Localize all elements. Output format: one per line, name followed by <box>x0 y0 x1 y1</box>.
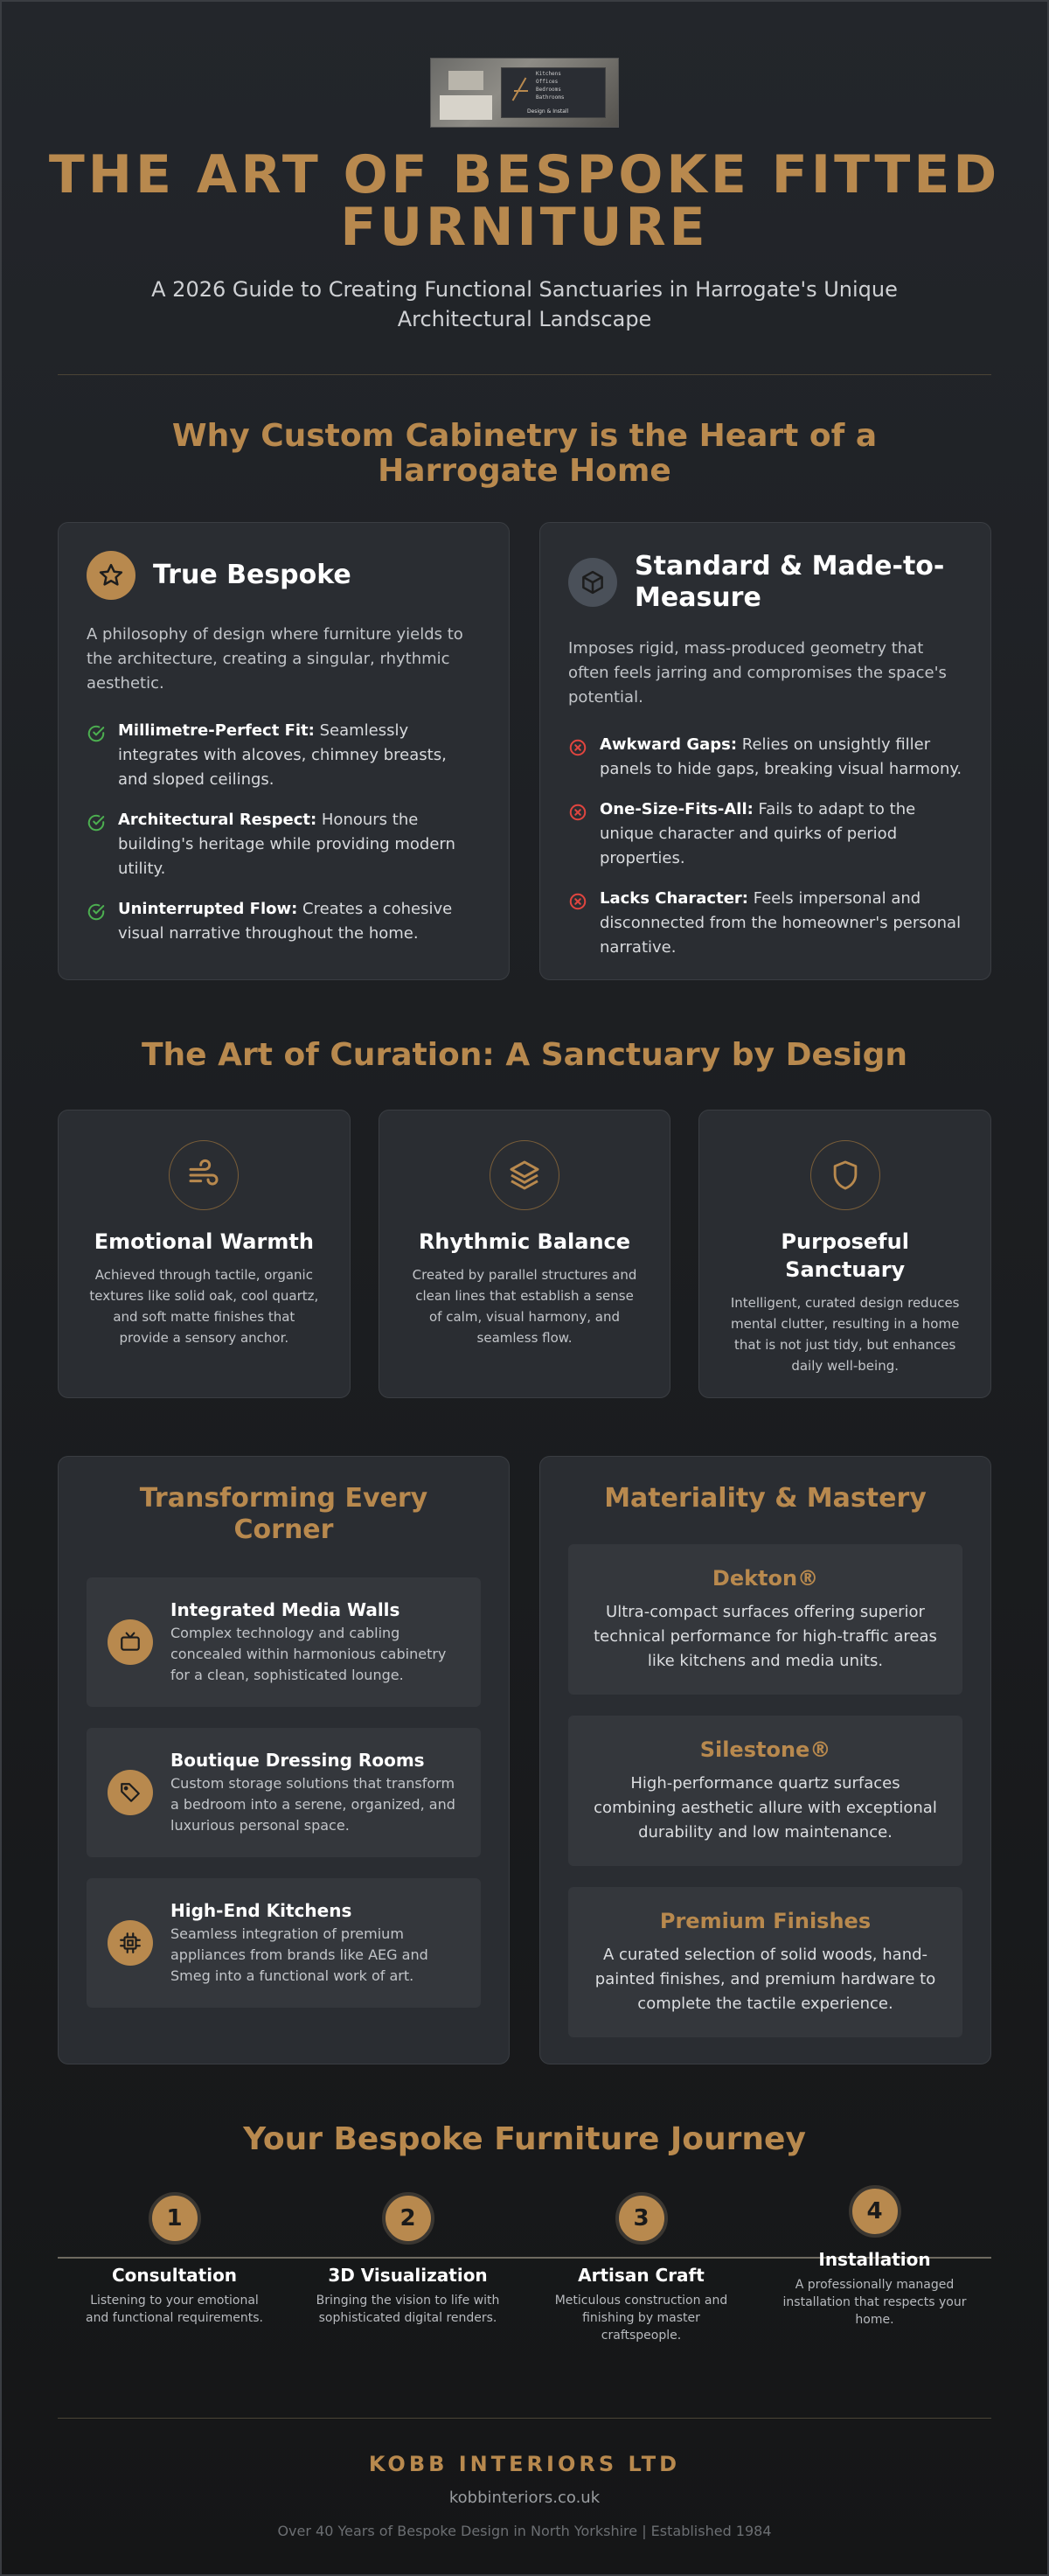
point-text: Honours the building's heritage while providing modern utility. <box>118 811 455 878</box>
journey-step <box>291 2192 524 2344</box>
item-title: Boutique Dressing Rooms <box>170 1750 425 1771</box>
layers-icon <box>490 1140 559 1210</box>
list-item <box>87 1878 481 2008</box>
card-title: True Bespoke <box>153 560 351 590</box>
website-link[interactable]: kobbinteriors.co.uk <box>448 2489 601 2507</box>
step-title: Consultation <box>111 2265 238 2286</box>
step-number: 3 <box>615 2192 668 2245</box>
item-title: High-End Kitchens <box>170 1900 352 1921</box>
point-text: Relies on unsightly filler panels to hide gaps, breaking visual harmony. <box>600 735 962 778</box>
point-label: Lacks Character: <box>600 889 748 908</box>
check-circle-icon <box>87 902 106 946</box>
material-item <box>568 1887 962 2037</box>
logo-line: Bedrooms <box>536 87 561 93</box>
point-text: Seamlessly integrates with alcoves, chimney breasts, and sloped ceilings. <box>118 721 447 789</box>
material-description: Ultra-compact surfaces offering superior technical performance for high-traffic areas like kitchens and media units. <box>594 1603 937 1670</box>
tag-icon <box>108 1770 153 1815</box>
x-circle-icon <box>568 803 587 871</box>
point-label: Uninterrupted Flow: <box>118 900 298 918</box>
comparison-section <box>2 522 1047 980</box>
step-description: Meticulous construction and finishing by master craftspeople. <box>554 2294 728 2343</box>
list-item <box>87 1728 481 1857</box>
chip-icon <box>108 1920 153 1966</box>
list-item <box>568 797 962 871</box>
section-divider <box>58 374 991 375</box>
hero-section <box>2 2 1047 334</box>
curation-section-title: The Art of Curation: A Sanctuary by Design <box>141 1037 908 1073</box>
point-label: Awkward Gaps: <box>600 735 738 754</box>
why-section-title: Why Custom Cabinetry is the Heart of a Harrogate Home <box>171 418 878 489</box>
pillar-card <box>698 1110 991 1398</box>
established-note: Over 40 Years of Bespoke Design in North Yorkshire | Established 1984 <box>277 2523 772 2539</box>
material-title: Premium Finishes <box>659 1909 872 1933</box>
pillar-description: Intelligent, curated design reduces mental clutter, resulting in a home that is not just tidy, but enhances daily well-being. <box>730 1295 960 1374</box>
list-item <box>87 1577 481 1707</box>
step-description: A professionally managed installation that respects your home. <box>782 2278 967 2327</box>
features-section <box>2 1456 1047 2064</box>
check-circle-icon <box>87 813 106 881</box>
material-description: A curated selection of solid woods, hand-painted finishes, and premium hardware to complete the tactile experience. <box>594 1946 936 2013</box>
drawback-list <box>568 733 962 960</box>
step-number: 2 <box>382 2192 434 2245</box>
journey-step <box>524 2192 758 2344</box>
panel-title: Transforming Every Corner <box>139 1483 428 1545</box>
step-description: Bringing the vision to life with sophisticated digital renders. <box>316 2294 500 2325</box>
point-text: Feels impersonal and disconnected from the homeowner's personal narrative. <box>600 889 962 957</box>
corners-panel <box>58 1456 510 2064</box>
journey-step <box>758 2185 991 2337</box>
x-circle-icon <box>568 892 587 960</box>
list-item <box>87 897 481 946</box>
step-number: 1 <box>149 2192 201 2245</box>
point-text: Fails to adapt to the unique character and quirks of period properties. <box>600 800 916 867</box>
list-item <box>568 733 962 782</box>
step-description: Listening to your emotional and functional requirements. <box>85 2294 264 2325</box>
pillar-card <box>58 1110 351 1398</box>
card-description: A philosophy of design where furniture yields to the architecture, creating a singular, rhythmic aesthetic. <box>87 625 463 693</box>
footer <box>2 2419 1047 2539</box>
card-description: Imposes rigid, mass-produced geometry that often feels jarring and compromises the space's potential. <box>568 639 947 707</box>
logo-line: Kitchens <box>536 71 561 77</box>
journey-section-title: Your Bespoke Furniture Journey <box>243 2121 806 2157</box>
list-item <box>87 719 481 792</box>
material-item <box>568 1716 962 1866</box>
material-description: High-performance quartz surfaces combining aesthetic allure with exceptional durability and low maintenance. <box>594 1774 937 1841</box>
company-name: KOBB INTERIORS LTD <box>368 2452 681 2476</box>
page-subtitle: A 2026 Guide to Creating Functional Sanctuaries in Harrogate's Unique Architectural Landscape <box>151 277 898 331</box>
step-title: Artisan Craft <box>578 2265 705 2286</box>
material-item <box>568 1544 962 1695</box>
star-icon <box>87 551 135 600</box>
item-description: Seamless integration of premium appliances from brands like AEG and Smeg into a functional work of art. <box>170 1925 428 1984</box>
point-label: Millimetre-Perfect Fit: <box>118 721 315 740</box>
pillars-section <box>2 1110 1047 1398</box>
step-title: Installation <box>818 2249 931 2270</box>
item-title: Integrated Media Walls <box>170 1599 400 1620</box>
journey-timeline <box>58 2192 991 2367</box>
x-circle-icon <box>568 738 587 782</box>
point-text: Creates a cohesive visual narrative throughout the home. <box>118 900 453 943</box>
cube-icon <box>568 558 617 607</box>
benefit-list <box>87 719 481 946</box>
card-title: Standard & Made-to-Measure <box>635 551 945 613</box>
logo-tagline: Design & Install <box>527 108 569 115</box>
point-label: Architectural Respect: <box>118 811 317 829</box>
pillar-title: Emotional Warmth <box>94 1229 314 1254</box>
point-label: One-Size-Fits-All: <box>600 800 754 818</box>
shield-icon <box>810 1140 880 1210</box>
logo-line: Offices <box>536 79 559 85</box>
item-description: Custom storage solutions that transform a bedroom into a serene, organized, and luxurious personal space. <box>170 1775 455 1834</box>
company-logo-image <box>430 58 619 128</box>
step-number: 4 <box>849 2185 901 2238</box>
check-circle-icon <box>87 724 106 792</box>
pillar-title: Purposeful Sanctuary <box>781 1229 909 1282</box>
material-title: Silestone® <box>699 1737 831 1762</box>
material-title: Dekton® <box>712 1566 819 1591</box>
page-title: THE ART OF BESPOKE FITTED FURNITURE <box>48 144 1001 258</box>
item-description: Complex technology and cabling concealed within harmonious cabinetry for a clean, sophisticated lounge. <box>170 1625 447 1683</box>
logo-line: Bathrooms <box>536 94 565 101</box>
materials-panel <box>539 1456 991 2064</box>
journey-step <box>58 2192 291 2344</box>
tv-icon <box>108 1619 153 1665</box>
panel-title: Materiality & Mastery <box>604 1483 927 1514</box>
pillar-description: Achieved through tactile, organic textures like solid oak, cool quartz, and soft matte finishes that provide a sensory anchor. <box>89 1267 319 1346</box>
list-item <box>87 808 481 881</box>
wind-icon <box>169 1140 239 1210</box>
standard-card <box>539 522 991 980</box>
true-bespoke-card <box>58 522 510 980</box>
pillar-title: Rhythmic Balance <box>418 1229 631 1254</box>
pillar-description: Created by parallel structures and clean lines that establish a sense of calm, visual harmony, and seamless flow. <box>412 1267 637 1346</box>
pillar-card <box>379 1110 671 1398</box>
step-title: 3D Visualization <box>328 2265 488 2286</box>
list-item <box>568 887 962 960</box>
